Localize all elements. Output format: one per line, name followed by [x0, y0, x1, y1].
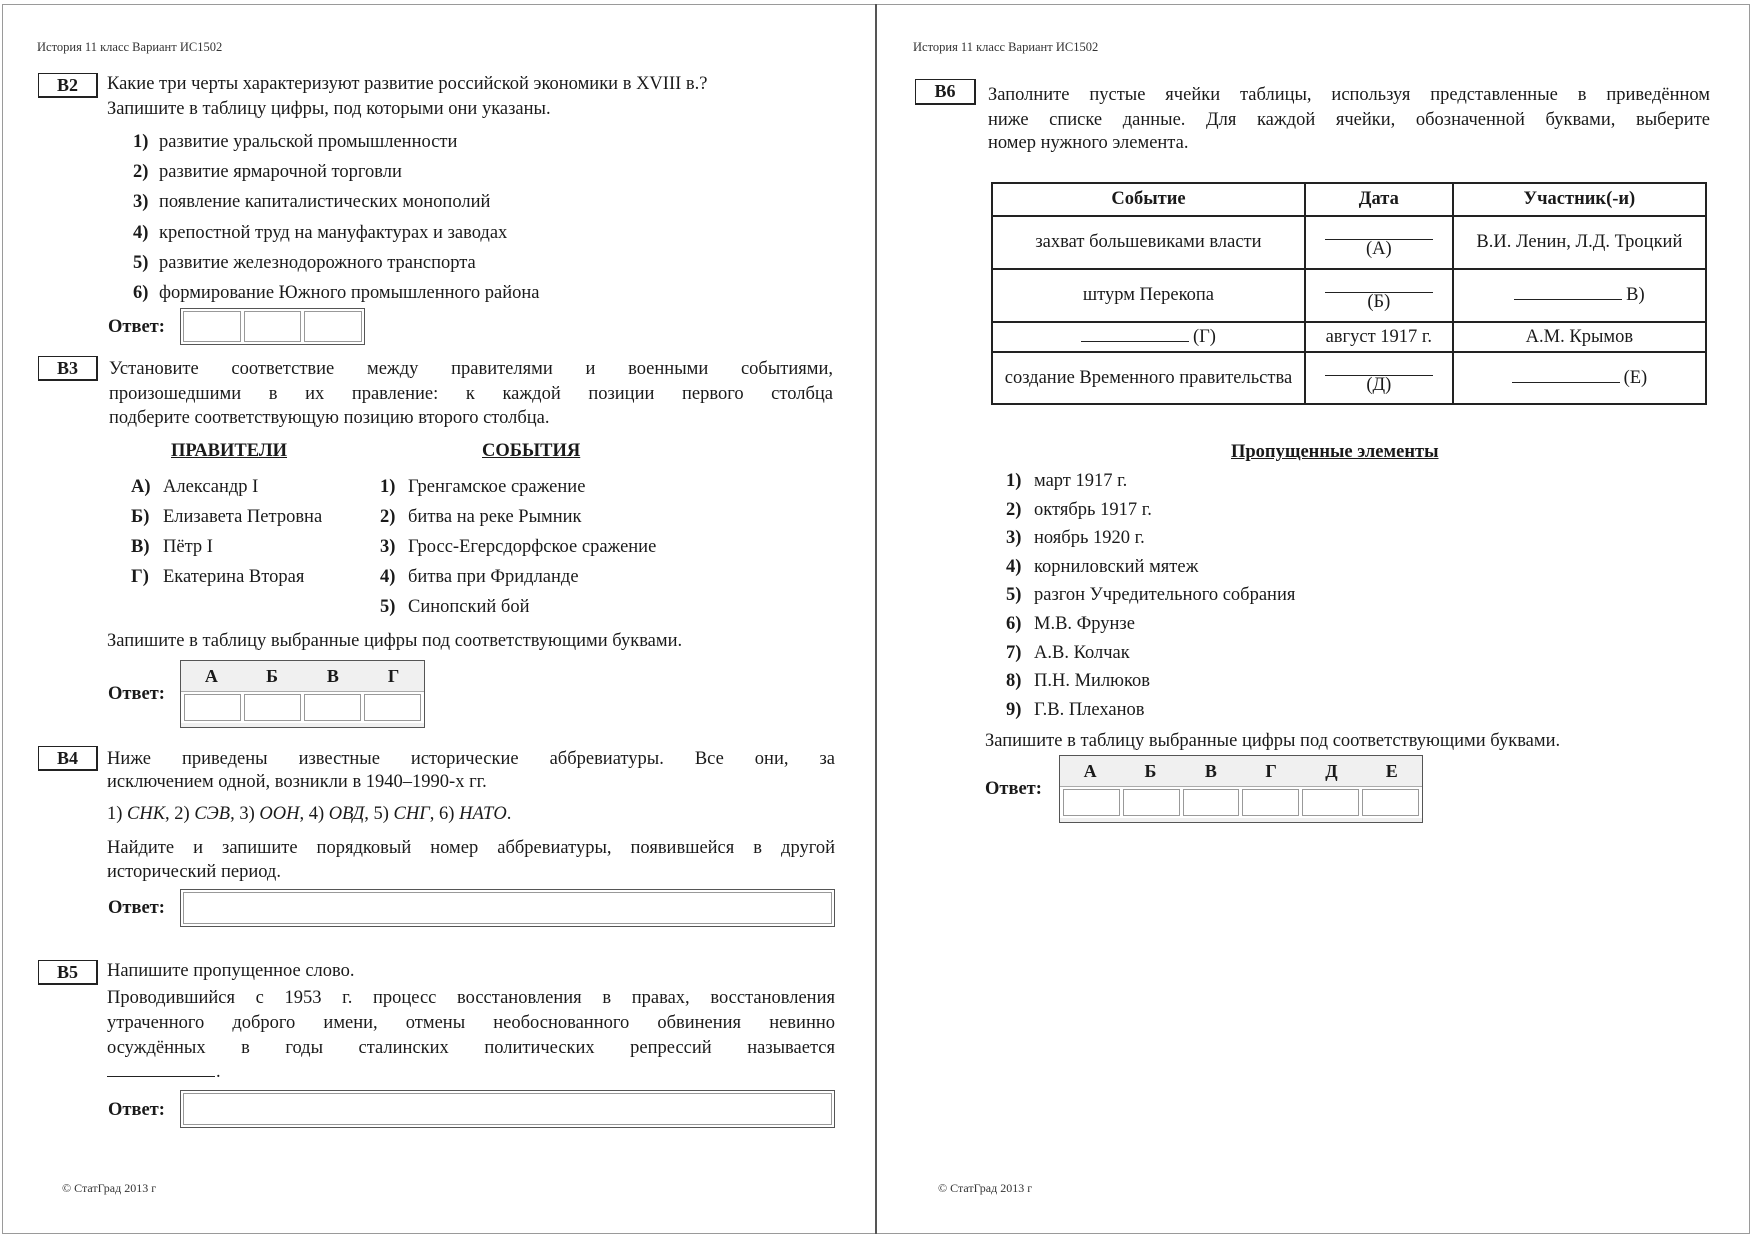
page-header: История 11 класс Вариант ИС1502: [913, 40, 1099, 54]
blank-letter: (Д): [1366, 374, 1392, 395]
abbr-text: СЭВ: [194, 804, 231, 824]
abbr-text: ОВД: [328, 804, 365, 824]
task-number-badge: B2: [38, 73, 98, 98]
event-blank-cell[interactable]: [992, 322, 1305, 352]
question-text: осуждённых в годы сталинских политических репрессий называется: [107, 1038, 835, 1058]
task-text: исторический период.: [107, 862, 281, 882]
item-text: корниловский мятеж: [1034, 556, 1199, 577]
answer-letter: Б: [1144, 761, 1157, 781]
abbr-text: СНГ: [393, 804, 430, 824]
column-header-events: СОБЫТИЯ: [482, 441, 581, 461]
item-number: 4): [1006, 556, 1022, 577]
event-item: [380, 477, 585, 498]
answer-letter: Г: [387, 666, 400, 686]
answer-letter: Е: [1385, 761, 1398, 781]
answer-label: Ответ:: [108, 898, 165, 918]
answer-table-header: [1060, 756, 1422, 786]
answer-label: Ответ:: [108, 317, 165, 337]
answer-cell[interactable]: [1302, 789, 1359, 816]
event-item: [380, 537, 656, 558]
item-number: 5): [1006, 585, 1022, 606]
column-header: Участник(-и): [1453, 183, 1706, 216]
item-number: 7): [1006, 642, 1022, 663]
item-number: 3): [133, 192, 149, 213]
item-text: Гренгамское сражение: [408, 477, 586, 497]
blank-letter: (Е): [1623, 367, 1648, 388]
answer-cell[interactable]: [304, 694, 361, 721]
page-divider: [875, 4, 877, 1234]
answer-cell[interactable]: [1242, 789, 1299, 816]
item-text: битва при Фридланде: [408, 567, 579, 587]
answer-cell[interactable]: [244, 694, 301, 721]
option-item: [133, 192, 490, 213]
table-row: [992, 269, 1706, 322]
answer-table-cells: [181, 691, 424, 723]
option-item: [133, 132, 457, 153]
option-item: [133, 253, 476, 274]
participants-cell: А.М. Крымов: [1453, 322, 1706, 352]
item-text: ноябрь 1920 г.: [1034, 528, 1145, 549]
item-text: Синопский бой: [408, 597, 530, 617]
question-text: Запишите в таблицу цифры, под которыми они указаны.: [107, 99, 551, 119]
answer-letter: Б: [266, 666, 279, 686]
abbr-number: 5): [373, 804, 389, 824]
event-cell: создание Временного правительства: [992, 352, 1305, 404]
answer-cell[interactable]: [364, 694, 421, 721]
item-number: 2): [1006, 499, 1022, 520]
item-text: март 1917 г.: [1034, 471, 1128, 491]
answer-grid: [180, 308, 365, 345]
ruler-item: [131, 567, 304, 588]
missing-element-item: [1006, 671, 1150, 692]
item-number: 2): [133, 162, 149, 183]
event-item: [380, 567, 579, 588]
missing-elements-title: Пропущенные элементы: [1231, 442, 1439, 462]
item-number: 5): [380, 597, 396, 617]
ruler-item: [131, 477, 258, 498]
participants-blank-cell[interactable]: [1453, 269, 1706, 322]
question-text: подберите соответствующую позицию второго столбца.: [109, 408, 550, 428]
missing-element-item: [1006, 528, 1145, 549]
table-row: [992, 216, 1706, 269]
date-blank-cell[interactable]: [1305, 269, 1453, 322]
answer-table: [1059, 755, 1423, 823]
blank-letter: (Б): [1367, 292, 1391, 312]
answer-letter: А: [1083, 761, 1097, 781]
column-header: Событие: [992, 183, 1305, 216]
missing-element-item: [1006, 700, 1145, 721]
item-text: развитие железнодорожного транспорта: [159, 252, 476, 273]
item-number: 6): [133, 283, 149, 303]
event-cell: захват большевиками власти: [992, 216, 1305, 269]
abbr-number: 1): [107, 804, 123, 824]
table-row: [992, 352, 1706, 404]
item-number: 9): [1006, 699, 1022, 720]
abbr-number: 6): [439, 804, 455, 824]
abbr-text: СНК: [127, 804, 166, 824]
item-text: М.В. Фрунзе: [1034, 614, 1135, 634]
event-item: [380, 597, 529, 618]
item-number: 1): [133, 132, 149, 152]
participants-blank-cell[interactable]: [1453, 352, 1706, 404]
answer-cell[interactable]: [1123, 789, 1180, 816]
question-text: исключением одной, возникли в 1940–1990-х гг.: [107, 772, 487, 792]
question-text: Проводившийся с 1953 г. процесс восстановления в правах, восстановления: [107, 988, 835, 1008]
blank-underline: [1514, 298, 1622, 300]
answer-letter: Д: [1325, 761, 1338, 781]
item-text: Пётр I: [163, 537, 213, 557]
date-cell: август 1917 г.: [1305, 322, 1453, 352]
question-text: Какие три черты характеризуют развитие российской экономики в XVIII в.?: [107, 74, 708, 94]
answer-field-inner[interactable]: [183, 1093, 832, 1125]
page-footer: © СтатГрад 2013 г: [62, 1181, 157, 1195]
question-text: утраченного доброго имени, отмены необоснованного обвинения невинно: [107, 1013, 835, 1033]
blank-underline: [107, 1075, 215, 1077]
item-text: Г.В. Плеханов: [1034, 699, 1145, 720]
question-text: Ниже приведены известные исторические аббревиатуры. Все они, за: [107, 749, 835, 769]
abbr-number: 3): [239, 804, 255, 824]
answer-field[interactable]: [180, 1090, 835, 1128]
answer-letter: В: [1204, 761, 1217, 781]
item-number: 1): [1006, 471, 1022, 491]
answer-label: Ответ:: [985, 779, 1042, 799]
missing-element-item: [1006, 500, 1152, 521]
item-text: битва на реке Рымник: [408, 507, 582, 527]
item-text: развитие уральской промышленности: [159, 132, 458, 152]
prompt-text: Напишите пропущенное слово.: [107, 961, 355, 981]
option-item: [133, 223, 507, 244]
item-text: Екатерина Вторая: [163, 567, 305, 587]
item-text: октябрь 1917 г.: [1034, 499, 1152, 520]
item-number: Б): [131, 507, 150, 527]
item-text: формирование Южного промышленного района: [159, 283, 540, 303]
answer-letter: А: [204, 666, 218, 686]
item-number: 3): [1006, 528, 1022, 549]
task-number-badge: B6: [915, 79, 976, 105]
column-header: Дата: [1305, 183, 1453, 216]
blank-letter: (А): [1365, 239, 1392, 259]
item-text: Елизавета Петровна: [163, 507, 323, 527]
table-header-row: [992, 183, 1706, 216]
answer-table: [180, 660, 425, 728]
event-cell: штурм Перекопа: [992, 269, 1305, 322]
task-text: Найдите и запишите порядковый номер аббревиатуры, появившейся в другой: [107, 838, 835, 858]
answer-table-header: [181, 661, 424, 691]
blank-line: [107, 1063, 221, 1082]
event-item: [380, 507, 582, 528]
answer-label: Ответ:: [108, 1100, 165, 1120]
blank-underline: [1325, 363, 1433, 376]
item-number: 2): [380, 507, 396, 527]
abbr-text: ООН: [259, 804, 300, 824]
answer-letter: В: [326, 666, 339, 686]
abbr-number: 2): [174, 804, 190, 824]
answer-cell[interactable]: [1183, 789, 1240, 816]
item-text: разгон Учредительного собрания: [1034, 585, 1296, 606]
blank-underline: [1081, 340, 1189, 342]
page-header: История 11 класс Вариант ИС1502: [37, 40, 223, 54]
ruler-item: [131, 507, 322, 528]
item-number: Г): [131, 567, 149, 587]
answer-field[interactable]: [180, 889, 835, 927]
item-number: А): [131, 477, 151, 497]
item-text: А.В. Колчак: [1034, 642, 1130, 663]
abbreviations-list: 1) СНК, 2) СЭВ, 3) ООН, 4) ОВД, 5) СНГ, 6) НАТО.: [107, 804, 512, 824]
answer-table-cells: [1060, 786, 1422, 818]
participants-cell: В.И. Ленин, Л.Д. Троцкий: [1453, 216, 1706, 269]
instruction-text: Запишите в таблицу выбранные цифры под соответствующими буквами.: [985, 731, 1561, 751]
question-text: ниже списке данные. Для каждой ячейки, обозначенной буквами, выберите: [988, 110, 1710, 130]
item-text: П.Н. Милюков: [1034, 671, 1151, 692]
answer-cell[interactable]: [184, 694, 241, 721]
answer-letter: Г: [1265, 761, 1277, 781]
column-header-rulers: ПРАВИТЕЛИ: [171, 441, 288, 461]
item-text: развитие ярмарочной торговли: [159, 162, 402, 183]
abbr-number: 4): [308, 804, 325, 824]
missing-element-item: [1006, 471, 1127, 492]
option-item: [133, 283, 539, 304]
date-blank-cell[interactable]: [1305, 216, 1453, 269]
question-text: номер нужного элемента.: [988, 133, 1189, 153]
item-text: появление капиталистических монополий: [159, 192, 491, 213]
item-number: 1): [380, 477, 396, 497]
date-blank-cell[interactable]: [1305, 352, 1453, 404]
item-number: 8): [1006, 671, 1022, 692]
question-text: Установите соответствие между правителями и военными событиями,: [109, 359, 833, 379]
task-number-badge: B4: [38, 746, 98, 771]
answer-field-inner[interactable]: [183, 892, 832, 924]
blank-underline: [1512, 381, 1620, 383]
answer-cell[interactable]: [304, 311, 362, 342]
item-number: 3): [380, 537, 396, 557]
item-number: 4): [380, 567, 396, 587]
ruler-item: [131, 537, 213, 558]
answer-cell[interactable]: [244, 311, 302, 342]
task-number-badge: B3: [38, 356, 98, 381]
missing-element-item: [1006, 557, 1198, 578]
question-text: Заполните пустые ячейки таблицы, используя представленные в приведённом: [988, 85, 1710, 105]
item-text: Александр I: [163, 477, 259, 497]
task-number-badge: B5: [38, 960, 98, 985]
page-footer: © СтатГрад 2013 г: [938, 1181, 1033, 1195]
answer-cell[interactable]: [1362, 789, 1419, 816]
answer-cell[interactable]: [183, 311, 241, 342]
answer-cell[interactable]: [1063, 789, 1120, 816]
missing-element-item: [1006, 614, 1135, 635]
blank-end: .: [216, 1062, 221, 1082]
option-item: [133, 162, 402, 183]
question-text: произошедшими в их правление: к каждой позиции первого столбца: [109, 384, 833, 404]
item-number: 6): [1006, 614, 1022, 634]
item-number: В): [131, 537, 150, 557]
blank-letter: В): [1626, 285, 1645, 306]
item-text: Гросс-Егерсдорфское сражение: [408, 537, 657, 557]
item-text: крепостной труд на мануфактурах и заводах: [159, 222, 508, 243]
blank-letter: (Г): [1192, 326, 1216, 347]
abbr-text: НАТО: [459, 804, 507, 824]
missing-element-item: [1006, 585, 1295, 606]
item-number: 5): [133, 252, 149, 273]
events-table: [991, 182, 1707, 405]
missing-element-item: [1006, 643, 1130, 664]
item-number: 4): [133, 222, 149, 243]
table-row: [992, 322, 1706, 352]
answer-label: Ответ:: [108, 684, 165, 704]
instruction-text: Запишите в таблицу выбранные цифры под соответствующими буквами.: [107, 631, 683, 651]
